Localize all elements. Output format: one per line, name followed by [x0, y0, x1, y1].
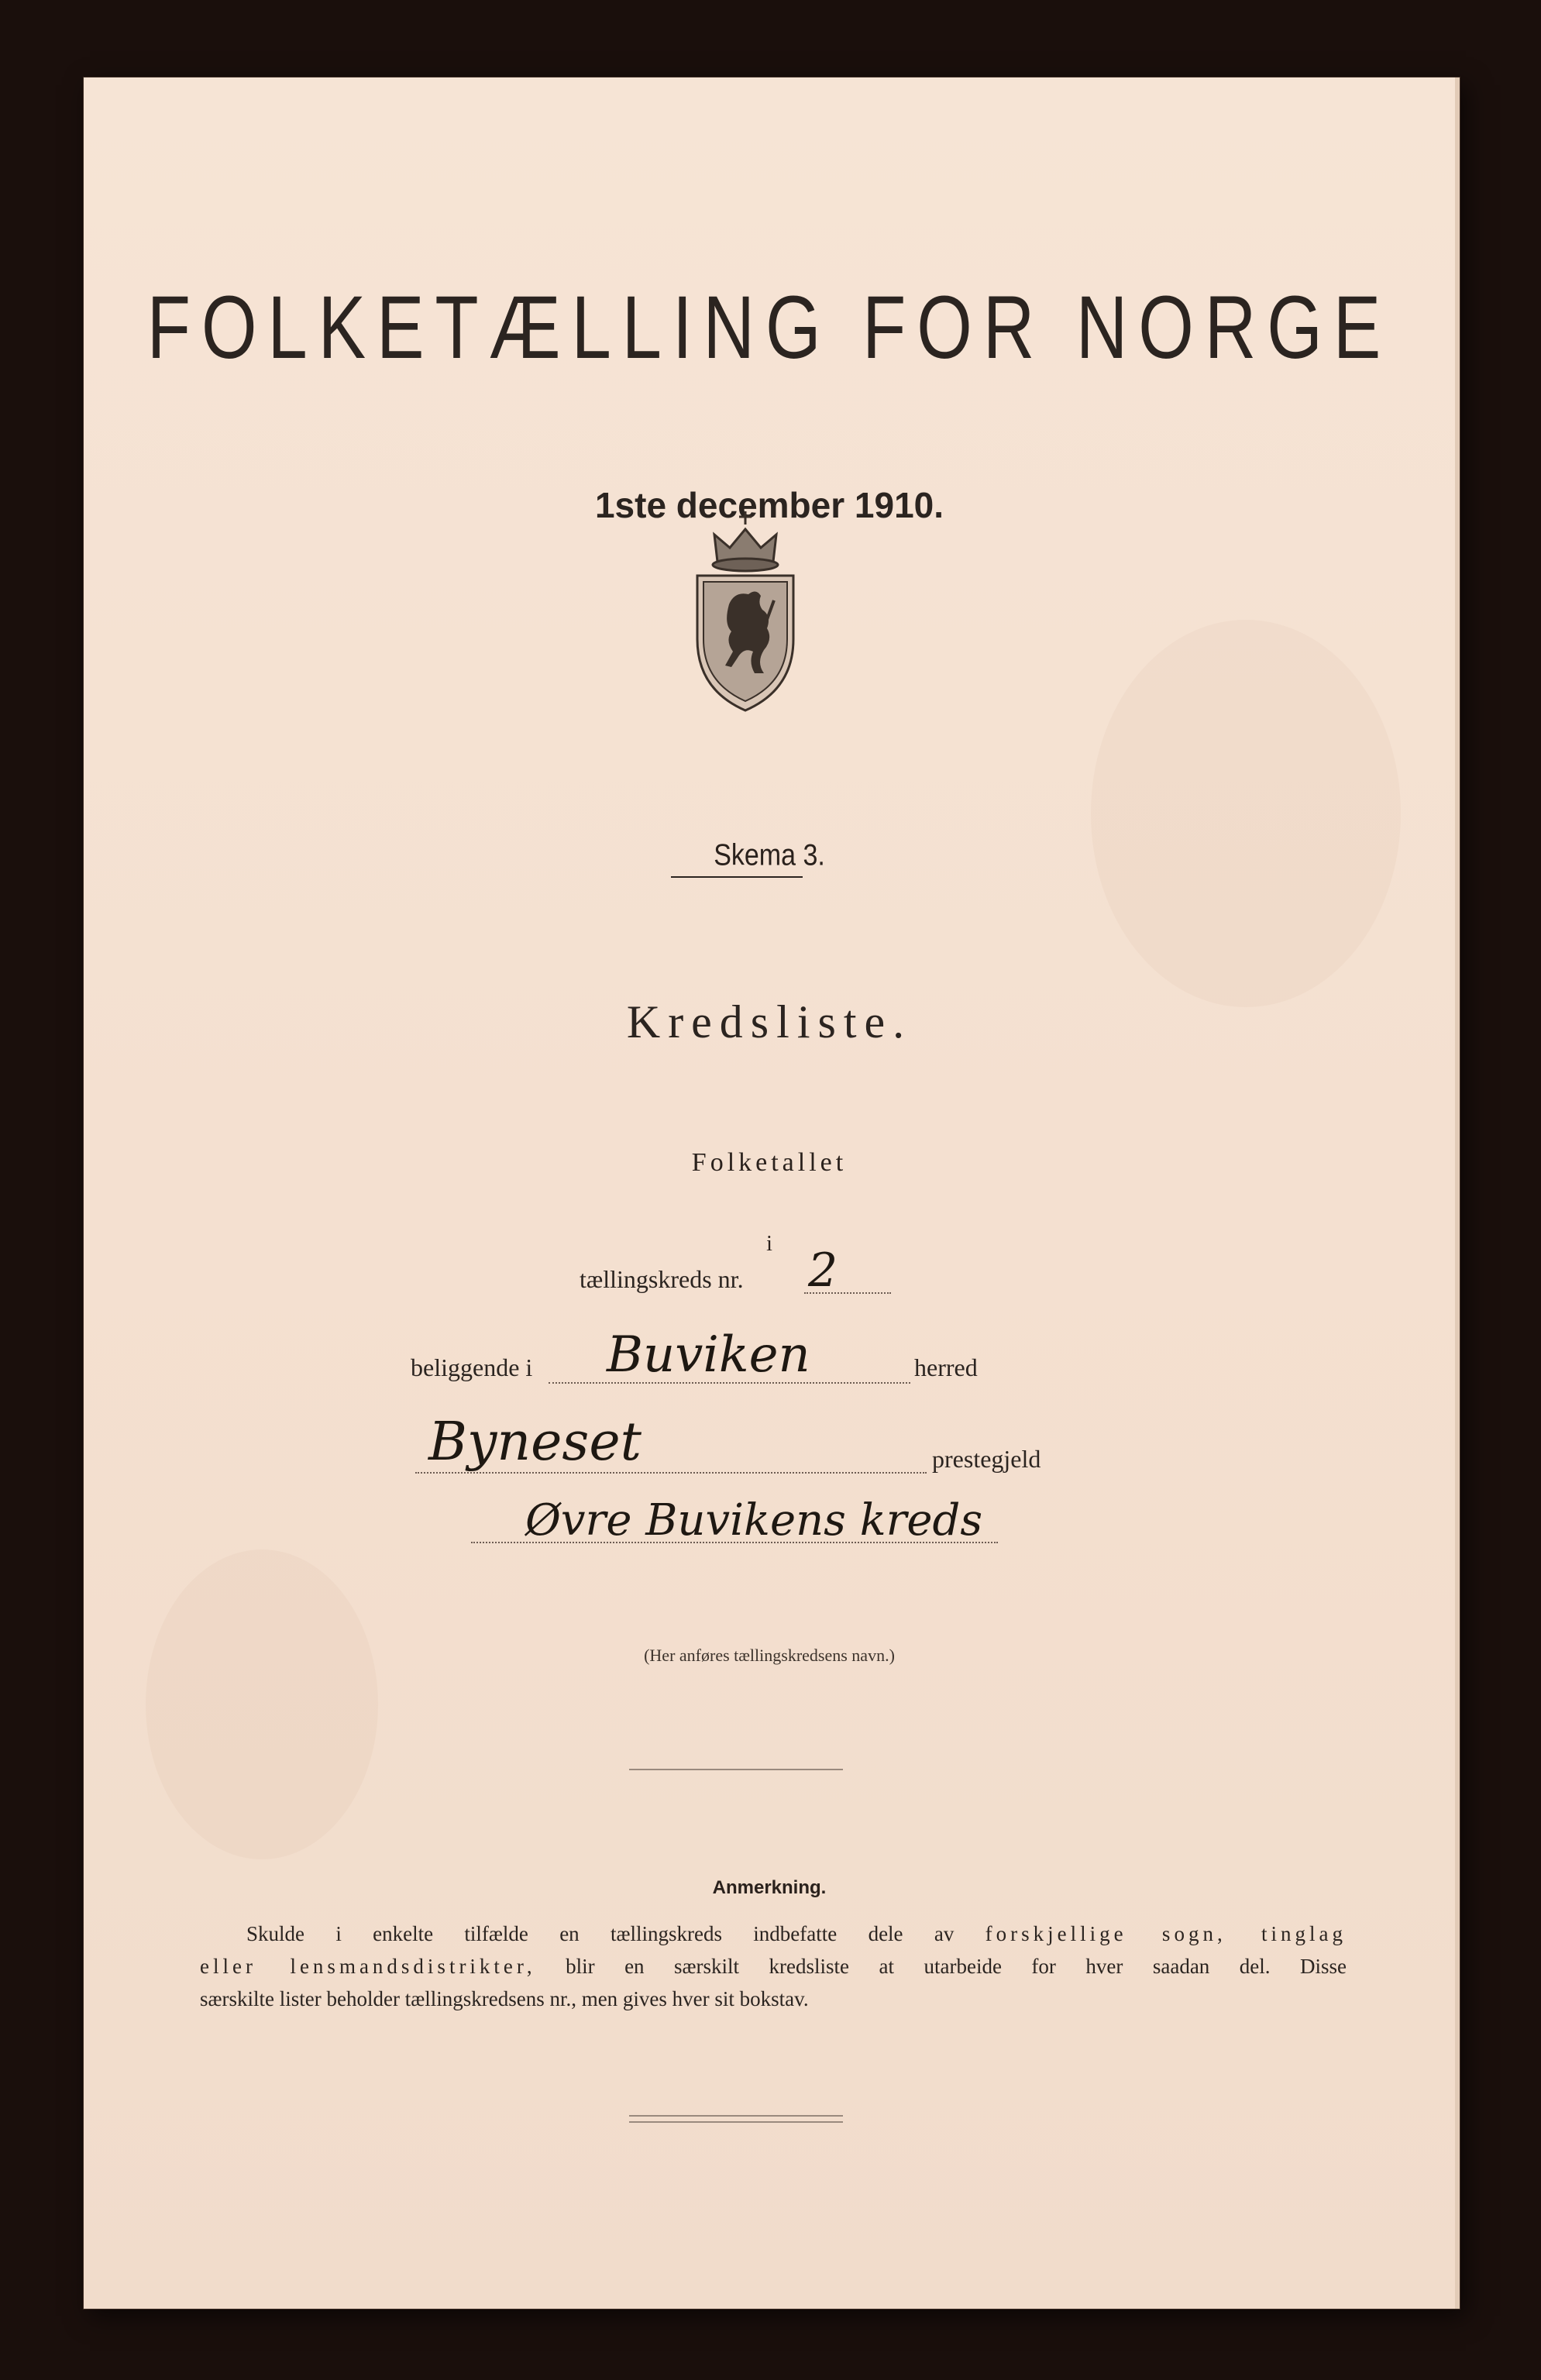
- form-title: FOLKETÆLLING FOR NORGE: [146, 278, 1392, 377]
- herred-value: Buviken: [607, 1326, 810, 1384]
- paper-stain: [1091, 620, 1401, 1007]
- skema-underline: [671, 876, 803, 878]
- skema-number: Skema 3.: [714, 838, 825, 872]
- census-form-page: [84, 77, 1460, 2309]
- coat-of-arms-icon: [686, 507, 804, 717]
- anmerkning-line-2: [200, 1950, 1347, 1983]
- bottom-double-rule-bottom: [629, 2121, 843, 2123]
- beliggende-label: beliggende i: [411, 1353, 533, 1381]
- anmerkning-line-2b: blir en særskilt kredsliste at utarbeide for hver saadan del. Disse: [566, 1955, 1347, 1978]
- paper-stain: [146, 1549, 378, 1859]
- herred-label: herred: [914, 1353, 978, 1381]
- census-date: 1ste december 1910.: [594, 485, 944, 525]
- anmerkning-heading: Anmerkning.: [712, 1877, 827, 1898]
- document-type: Kredsliste.: [626, 996, 913, 1047]
- prestegjeld-value: Byneset: [428, 1412, 642, 1473]
- anmerkning-line-2a: eller lensmandsdistrikter,: [200, 1955, 536, 1978]
- kreds-name-hint: (Her anføres tællingskredsens navn.): [644, 1646, 895, 1665]
- anmerkning-text: [200, 1917, 1347, 2015]
- kreds-number-label: tællingskreds nr.: [580, 1265, 744, 1293]
- i-connector: i: [766, 1232, 772, 1256]
- divider: [629, 1769, 843, 1770]
- bottom-double-rule-top: [629, 2115, 843, 2117]
- anmerkning-line-3: særskilte lister beholder tællingskredsens nr., men gives hver sit bokstav.: [200, 1987, 809, 2010]
- anmerkning-line-1b: forskjellige sogn, tinglag: [985, 1922, 1347, 1945]
- kreds-name-value: Øvre Buvikens kreds: [525, 1495, 983, 1546]
- kreds-number-value: 2: [808, 1243, 838, 1298]
- folketallet-heading: Folketallet: [691, 1148, 848, 1177]
- anmerkning-line-1: [200, 1917, 1347, 1950]
- prestegjeld-label: prestegjeld: [932, 1445, 1041, 1473]
- anmerkning-line-1a: Skulde i enkelte tilfælde en tællingskreds indbefatte dele av: [246, 1922, 955, 1945]
